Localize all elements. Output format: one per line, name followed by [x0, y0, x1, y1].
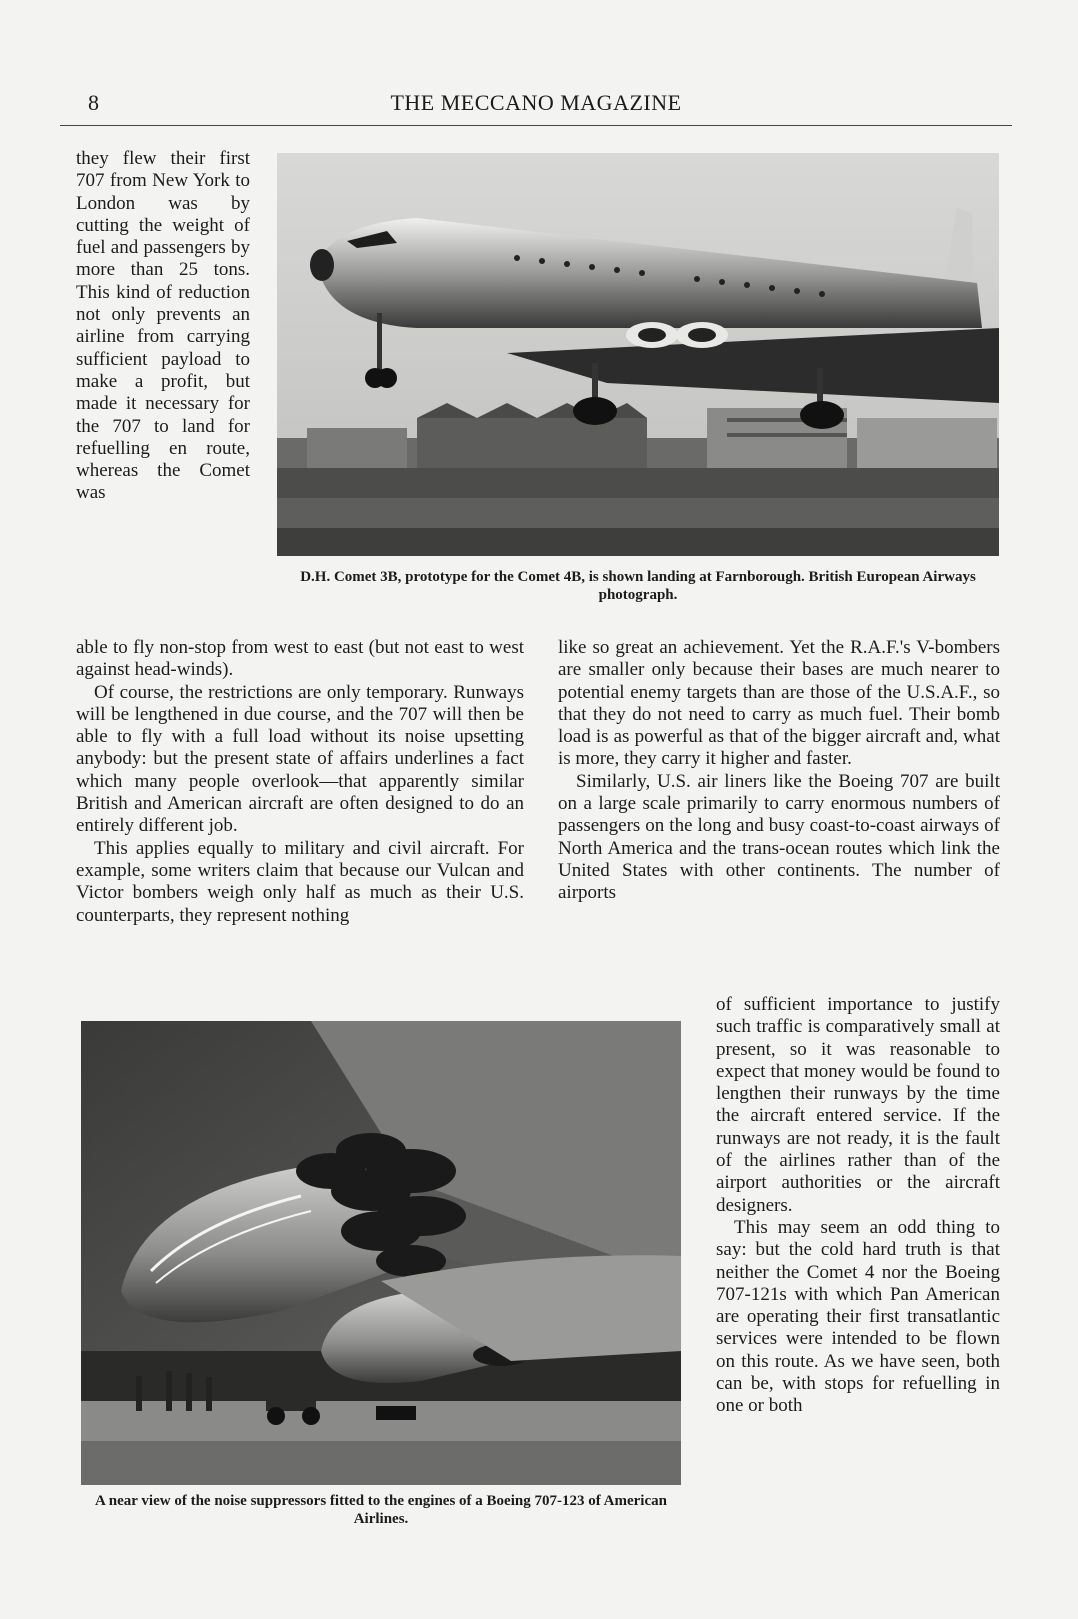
- paragraph-right-2: Similarly, U.S. air liners like the Boeing 707 are built on a large scale primarily to carry enormous numbers of passengers on the long and busy coast-to-coast airways of North America and the trans-ocean routes which link the United States with other continents. The number of airports: [558, 770, 1000, 904]
- noise-suppressor-photo: [81, 1021, 681, 1485]
- paragraph-right-1: like so great an achievement. Yet the R.A.F.'s V-bombers are smaller only because their bases are much nearer to potential enemy targets than are those of the U.S.A.F., so that they do not need to carry as much fuel. Their bomb load is as powerful as that of the bigger aircraft and, what is more, they carry it higher and faster.: [558, 637, 1000, 770]
- magazine-title: THE MECCANO MAGAZINE: [390, 90, 682, 115]
- page-number: 8: [88, 90, 99, 115]
- paragraph-left-2: Of course, the restrictions are only temporary. Runways will be lengthened in due course, and the 707 will then be able to fly with a full load without its noise upsetting anybody: but the present state of affairs underlines a fact which many people overlook—that apparently similar British and American aircraft are often designed to do an entirely different job.: [76, 681, 524, 837]
- header-rule: [60, 125, 1012, 126]
- paragraph-bottom-right-2: This may seem an odd thing to say: but the cold hard truth is that neither the Comet 4 nor the Boeing 707-121s with which Pan American are operating their first transatlantic services were intended to be flown on this route. As we have seen, both can be, with stops for refuelling in one or both: [716, 1216, 1000, 1417]
- narrow-column-text: [76, 148, 250, 505]
- figure-caption-boeing: A near view of the noise suppressors fitted to the engines of a Boeing 707-123 of American Airlines.: [95, 1493, 667, 1527]
- narrow-paragraph: they flew their first 707 from New York to London was by cutting the weight of fuel and passengers by more than 25 tons. This kind of reduction not only prevents an airline from carrying sufficient payload to make a profit, but made it necessary for the 707 to land for refuelling en route, whereas the Comet was: [76, 148, 250, 504]
- comet-landing-photo: [277, 153, 999, 556]
- bottom-right-column-text: [716, 994, 1000, 1418]
- paragraph-bottom-right-1: of sufficient importance to justify such traffic is comparatively small at present, so it was reasonable to expect that money would be found to lengthen their runways by the time the aircraft entered service. If the runways are not ready, it is the fault of the airlines rather than of the airport authorities or the aircraft designers.: [716, 994, 1000, 1216]
- page-header: [60, 90, 1012, 124]
- figure-caption-comet: D.H. Comet 3B, prototype for the Comet 4B, is shown landing at Farnborough. British European Airways photograph.: [300, 569, 976, 603]
- paragraph-left-3: This applies equally to military and civil aircraft. For example, some writers claim that because our Vulcan and Victor bombers weigh only half as much as their U.S. counterparts, they represent nothing: [76, 837, 524, 926]
- right-column-text: [558, 637, 1000, 905]
- left-column-text: [76, 637, 524, 927]
- paragraph-left-1: able to fly non-stop from west to east (but not east to west against head-winds).: [76, 637, 524, 681]
